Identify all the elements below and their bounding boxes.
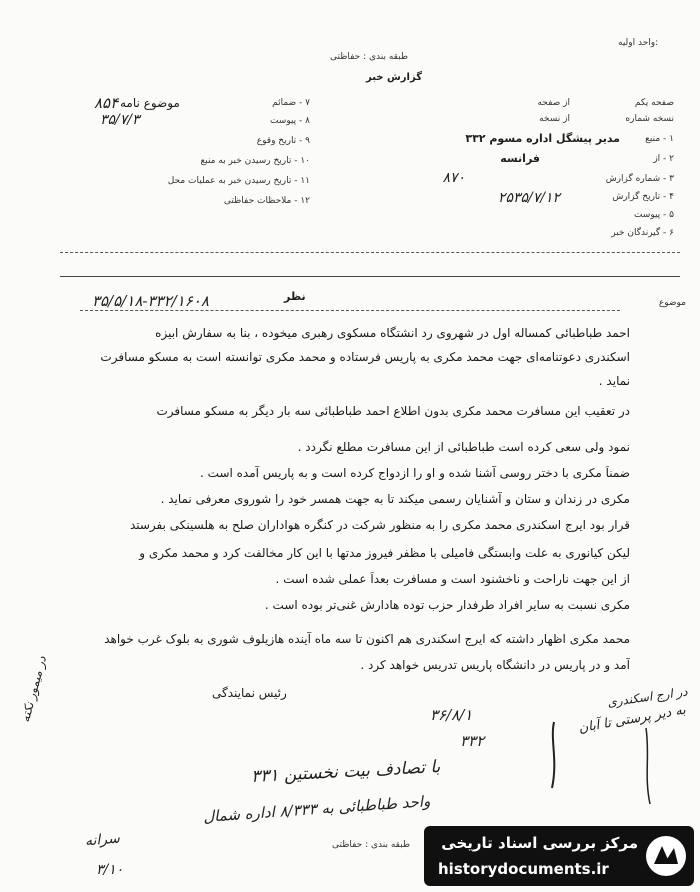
- report-title: گزارش خبر: [366, 72, 423, 83]
- body-line: در تعقیب این مسافرت محمد مکری بدون اطلاع احمد طباطبائی سه بار دیگر به مسکو مسافرت: [156, 404, 630, 418]
- body-line: قرار بود ایرج اسکندری محمد مکری را به منظور شرکت در کنگره هواداران صلح به هلسینکی بفرستد: [129, 518, 630, 532]
- field-page-label: صفحه یکم: [634, 98, 674, 108]
- annotation-line-1: با تصادف بیت نخستین ۳۳۱: [250, 757, 441, 787]
- field-date-occurrence: ۹ - تاریخ وقوع: [256, 136, 310, 146]
- body-line: احمد طباطبائی کمساله اول در شهروی رد انشتگاه مسکوی رهبری میخوده ، بنا به سفارش ابیزه: [155, 326, 630, 340]
- body-line: لیکن کیانوری به علت وابستگی فامیلی با مظفر فیروز مدتها با این کار مخالفت کرد و محمد مکری و: [139, 546, 630, 560]
- reference-number: ۳۵/۵/۱۸-۳۳۲/۱۶۰۸: [92, 292, 209, 310]
- field-page-value: از صفحه: [537, 98, 570, 108]
- annotation-line-4: ۳/۱۰: [96, 862, 124, 878]
- divider-1: [60, 252, 680, 253]
- body-line: نماید .: [598, 374, 630, 388]
- body-line: ضمناً مکری با دختر روسی آشنا شده و او را ازدواج کرده است و به پاریس آمده است .: [200, 466, 630, 480]
- watermark-title: مرکز بررسی اسناد تاریخی: [441, 834, 638, 852]
- body-line: نمود ولی سعی کرده است طباطبائی از این مسافرت مطلع نگردد .: [297, 440, 630, 454]
- footer-classification: طبقه بندی : حفاظتی: [332, 840, 411, 850]
- field-report-date-label: ۴ - تاریخ گزارش: [612, 192, 674, 202]
- annotation-left-margin: در میمور نکته: [18, 654, 50, 724]
- field-report-date-value: ۲۵۳۵/۷/۱۲: [497, 190, 560, 206]
- reference-stamp: نظر: [284, 290, 306, 303]
- top-right-mark: واحد اولیه:: [618, 38, 659, 48]
- annotation-date: ۳۶/۸/۱: [430, 706, 473, 724]
- field-enclosure: ۸ - پیوست: [269, 116, 310, 126]
- field-enclosures-label: ۵ - پیوست: [633, 210, 674, 220]
- body-line: مکری در زندان و ستان و آشنایان رسمی میکند تا به جهت همسر خود را شوروی معرفی نماید .: [160, 492, 630, 506]
- field-recipients-label: ۶ - گیرندگان خبر: [611, 228, 674, 238]
- subject-label: موضوع نامه: [120, 96, 180, 110]
- annotation-ref: ۳۳۲: [460, 732, 485, 750]
- pen-stroke-icon: [540, 720, 570, 790]
- reference-underline: [80, 310, 620, 311]
- field-date-to-operations: ۱۱ - تاریخ رسیدن خبر به عملیات محل: [167, 176, 310, 186]
- archive-logo-icon: [644, 834, 688, 878]
- watermark-url: historydocuments.ir: [438, 860, 609, 878]
- classification-top: طبقه بندی : حفاظتی: [330, 52, 409, 62]
- body-line: آمد و در پاریس در دانشگاه پاریس تدریس خواهد کرد .: [360, 658, 630, 672]
- watermark-badge: [424, 826, 694, 886]
- field-source-label: ۱ - منبع: [645, 134, 674, 144]
- annotation-line-2: واحد طباطبائی به ۸/۳۳۳ اداره شمال: [202, 792, 431, 826]
- body-line: اسکندری دعوتنامه‌ای جهت محمد مکری به پاریس فرستاده و محمد مکری توانسته است به مسکو مسافرت: [100, 350, 630, 364]
- field-copy-value: از نسخه: [539, 114, 570, 124]
- field-copy-label: نسخه شماره: [625, 114, 674, 124]
- field-from-value: فرانسه: [500, 152, 540, 165]
- annotation-line-3: سرانه: [84, 830, 121, 850]
- field-report-no-value: ۸۷۰: [442, 170, 465, 186]
- body-line: از این جهت ناراحت و ناخشنود است و مسافرت بعداً عملی شده است .: [275, 572, 630, 586]
- divider-2: [60, 276, 680, 277]
- annotation-right-margin-2: به دیر پرستی تا آبان: [577, 702, 687, 737]
- closing-signature: رئیس نمایندگی: [212, 686, 287, 700]
- field-source-value: مدیر پیشگل اداره مسوم ۳۳۲: [465, 132, 620, 145]
- reference-label: موضوع: [658, 298, 686, 308]
- field-from-label: ۲ - از: [653, 154, 674, 164]
- subject-number: ۸۵۴: [94, 94, 119, 112]
- field-date-to-source: ۱۰ - تاریخ رسیدن خبر به منبع: [200, 156, 310, 166]
- body-line: محمد مکری اظهار داشته که ایرج اسکندری هم اکنون تا سه ماه آینده هازیلوف شوری به بلوک غرب خواهد: [104, 632, 630, 646]
- field-attachments: ۷ - ضمائم: [272, 98, 310, 108]
- field-security-notes: ۱۲ - ملاحظات حفاظتی: [223, 196, 310, 206]
- subject-date: ۳۵/۷/۳: [100, 112, 140, 128]
- field-report-no-label: ۳ - شماره گزارش: [605, 174, 674, 184]
- annotation-right-margin: در ارج اسکندری: [606, 684, 689, 710]
- body-line: مکری نسبت به سایر افراد طرفدار حزب توده هادارش غنی‌تر بوده است .: [264, 598, 630, 612]
- pen-stroke-2-icon: [640, 726, 660, 806]
